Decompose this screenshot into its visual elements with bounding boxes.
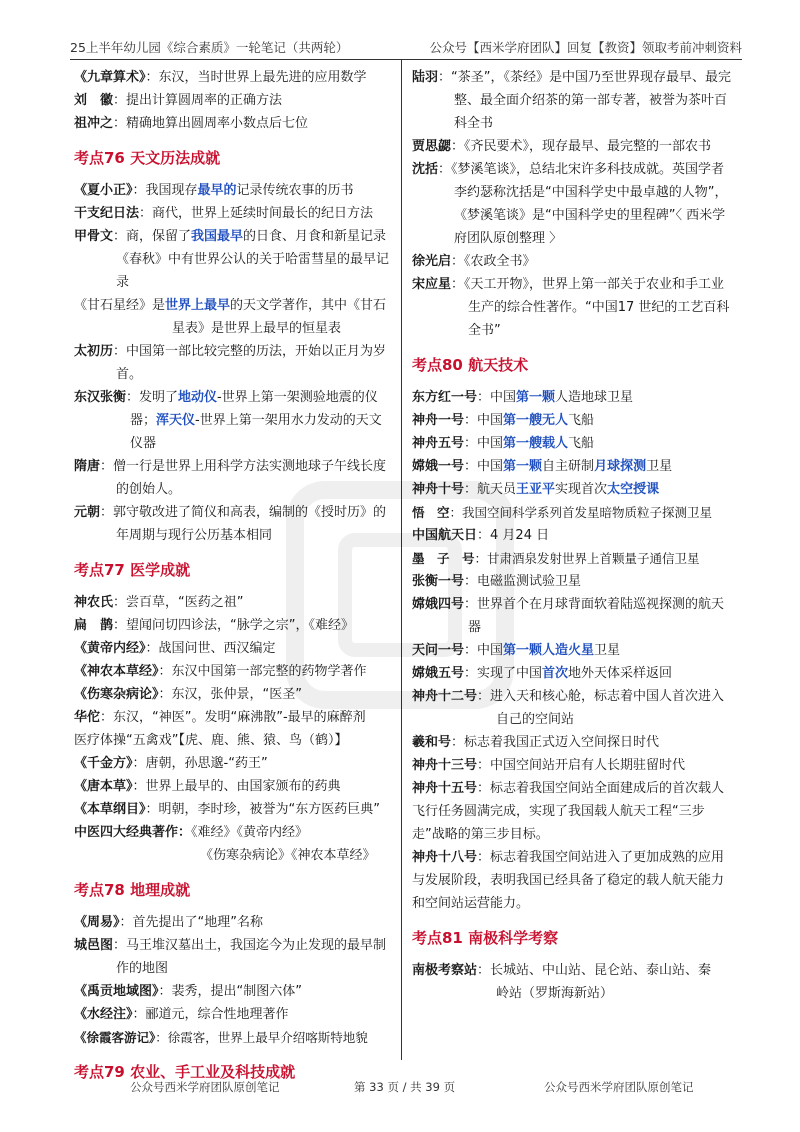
entry-ganzhi: 干支纪日法：商代，世界上延续时间最长的纪日方法 <box>74 206 374 221</box>
entry-zuchongzhi: 祖冲之：精确地算出圆周率小数点后七位 <box>74 116 309 131</box>
entry-xuxiake: 《徐霞客游记》：徐霞客，世界上最早介绍喀斯特地貌 <box>74 1030 368 1045</box>
section-title-77: 考点77 医学成就 <box>74 561 191 579</box>
entry-shenzhou18: 神舟十八号：标志着我国空间站进入了更加成熟的应用与发展阶段，表明我国已经具备了稳定的载人航天能力和空间站运营能力。 <box>412 850 725 911</box>
entry-tangbencao: 《唐本草》：世界上最早的、由国家颁布的药典 <box>74 779 341 794</box>
header-right-promo: 公众号【西米学府团队】回复【教资】领取考前冲刺资料 <box>429 40 742 55</box>
page-footer <box>70 1079 742 1099</box>
entry-mozi: 墨 子 号：甘肃酒泉发射世界上首颗量子通信卫星 <box>412 551 700 566</box>
entry-classics: 中医四大经典著作：《难经》《黄帝内经》 <box>74 825 309 840</box>
page-number: 第 33 页 / 共 39 页 <box>354 1080 456 1094</box>
entry-shennong: 神农氏：尝百草，“医药之祖” <box>74 595 244 610</box>
entry-shenzhou15: 神舟十五号：标志着我国空间站全面建成后的首次载人飞行任务圆满完成，实现了我国载人航天工程“三步走”战略的第三步目标。 <box>412 781 725 842</box>
entry-bencaogangmu: 《本草纲目》：明朝，李时珍，被誉为“东方医药巨典” <box>74 802 380 817</box>
entry-xiaxiaozheng: 《夏小正》：我国现存最早的记录传统农事的历书 <box>74 183 354 198</box>
entry-nanji-line2: 岭站（罗斯海新站） <box>496 986 614 1001</box>
entry-dongfanghong: 东方红一号：中国第一颗人造地球卫星 <box>412 390 634 405</box>
footer-right: 公众号西米学府团队原创笔记 <box>544 1080 694 1094</box>
page-header <box>70 34 742 56</box>
entry-wukong: 悟 空：我国空间科学系列首发星暗物质粒子探测卫星 <box>412 505 713 520</box>
entry-shenkuo: 沈括：《梦溪笔谈》，总结北宋许多科技成就。英国学者李约瑟称沈括是“中国科学史中最卓越的人物”，《梦溪笔谈》是“中国科学史的里程碑”〈 西米学府团队原创整理 〉 <box>412 162 728 246</box>
entry-shenzhou13: 神舟十三号：中国空间站开启有人长期驻留时代 <box>412 758 686 773</box>
entry-tianwen1: 天问一号：中国第一颗人造火星卫星 <box>412 643 621 658</box>
entry-change5: 嫦娥五号：实现了中国首次地外天体采样返回 <box>412 666 673 681</box>
entry-xihe: 羲和号：标志着我国正式迈入空间探日时代 <box>412 735 660 750</box>
entry-jiasixie: 贾思勰：《齐民要术》，现存最早、最完整的一部农书 <box>412 139 712 154</box>
entry-suitang: 隋唐：僧一行是世界上用科学方法实测地球子午线长度的创始人。 <box>74 459 387 497</box>
entry-yugong: 《禹贡地域图》：裴秀，提出“制图六体” <box>74 984 302 999</box>
header-left-title: 25上半年幼儿园《综合素质》一轮笔记（共两轮） <box>70 40 349 55</box>
entry-yuanchao: 元朝：郭守敬改进了简仪和高表，编制的《授时历》的年周期与现行公历基本相同 <box>74 505 387 543</box>
entry-shenzhou5: 神舟五号：中国第一艘载人飞船 <box>412 436 595 451</box>
entry-songyingxing: 宋应星：《天工开物》，世界上第一部关于农业和手工业生产的综合性著作。“中国17 世纪的工艺百科全书” <box>412 277 730 338</box>
entry-shuijingzhu: 《水经注》：郦道元，综合性地理著作 <box>74 1007 289 1022</box>
entry-huangdineijing: 《黄帝内经》：战国问世、西汉编定 <box>74 641 276 656</box>
entry-shanghan: 《伤寒杂病论》：东汉，张仲景，“医圣” <box>74 687 302 702</box>
entry-shenzhou10: 神舟十号：航天员王亚平实现首次太空授课 <box>412 482 660 497</box>
entry-shenzhou12: 神舟十二号：进入天和核心舱，标志着中国人首次进入自己的空间站 <box>412 689 725 727</box>
entry-change1: 嫦娥一号：中国第一颗自主研制月球探测卫星 <box>412 459 673 474</box>
section-title-80: 考点80 航天技术 <box>412 356 529 374</box>
section-title-79: 考点79 农业、手工业及科技成就 <box>74 1063 296 1081</box>
entry-xuguangqi: 徐光启：《农政全书》 <box>412 254 536 269</box>
section-title-81: 考点81 南极科学考察 <box>412 929 559 947</box>
entry-change4: 嫦娥四号：世界首个在月球背面软着陆巡视探测的航天器 <box>412 597 725 635</box>
section-title-76: 考点76 天文历法成就 <box>74 149 221 167</box>
entry-zhouyi: 《周易》：首先提出了“地理”名称 <box>74 915 263 930</box>
entry-luyu: 陆羽：“茶圣”，《茶经》是中国乃至世界现存最早、最完整、最全面介绍茶的第一部专著，被誉为茶叶百科全书 <box>412 70 731 131</box>
entry-shennongbencao: 《神农本草经》：东汉中国第一部完整的药物学著作 <box>74 664 367 679</box>
right-column <box>412 66 734 1005</box>
entry-liuhui: 刘 徽：提出计算圆周率的正确方法 <box>74 93 283 108</box>
entry-bianque: 扁 鹊：望闻问切四诊法，“脉学之宗”，《难经》 <box>74 618 354 633</box>
entry-qianjinfang: 《千金方》：唐朝，孙思邈-“药王” <box>74 756 268 771</box>
entry-chengyitu: 城邑图：马王堆汉墓出土，我国迄今为止发现的最早制作的地图 <box>74 938 387 976</box>
entry-zhangheng: 东汉张衡：发明了地动仪-世界上第一架测验地震的仪器；浑天仪-世界上第一架用水力发动的天文仪器 <box>74 390 382 451</box>
entry-jiuzhang: 《九章算术》：东汉，当时世界上最先进的应用数学 <box>74 70 367 85</box>
section-title-78: 考点78 地理成就 <box>74 881 191 899</box>
entry-nanji: 南极考察站：长城站、中山站、昆仑站、泰山站、秦 <box>412 963 712 978</box>
entry-hangtianri: 中国航天日：4 月24 日 <box>412 528 550 543</box>
footer-left: 公众号西米学府团队原创笔记 <box>130 1080 280 1094</box>
entry-taichu: 太初历：中国第一部比较完整的历法，开始以正月为岁首。 <box>74 344 387 382</box>
column-divider <box>401 60 402 1060</box>
entry-classics-line2: 《伤寒杂病论》《神农本草经》 <box>200 848 376 863</box>
entry-wuqinxi: 医疗体操“五禽戏”【虎、鹿、熊、猿、鸟（鹤）】 <box>74 733 348 748</box>
left-column <box>74 66 392 1093</box>
entry-huatuo: 华佗：东汉，“神医”。发明“麻沸散”-最早的麻醉剂 <box>74 710 366 725</box>
header-divider <box>70 59 742 60</box>
entry-ganshi: 《甘石星经》是世界上最早的天文学著作，其中《甘石星表》是世界上最早的恒星表 <box>74 298 387 336</box>
entry-zhangheng1: 张衡一号：电磁监测试验卫星 <box>412 574 582 589</box>
entry-jiaguwen: 甲骨文：商，保留了我国最早的日食、月食和新星记录《春秋》中有世界公认的关于哈雷彗星的最早记录 <box>74 229 390 290</box>
entry-shenzhou1: 神舟一号：中国第一艘无人飞船 <box>412 413 595 428</box>
